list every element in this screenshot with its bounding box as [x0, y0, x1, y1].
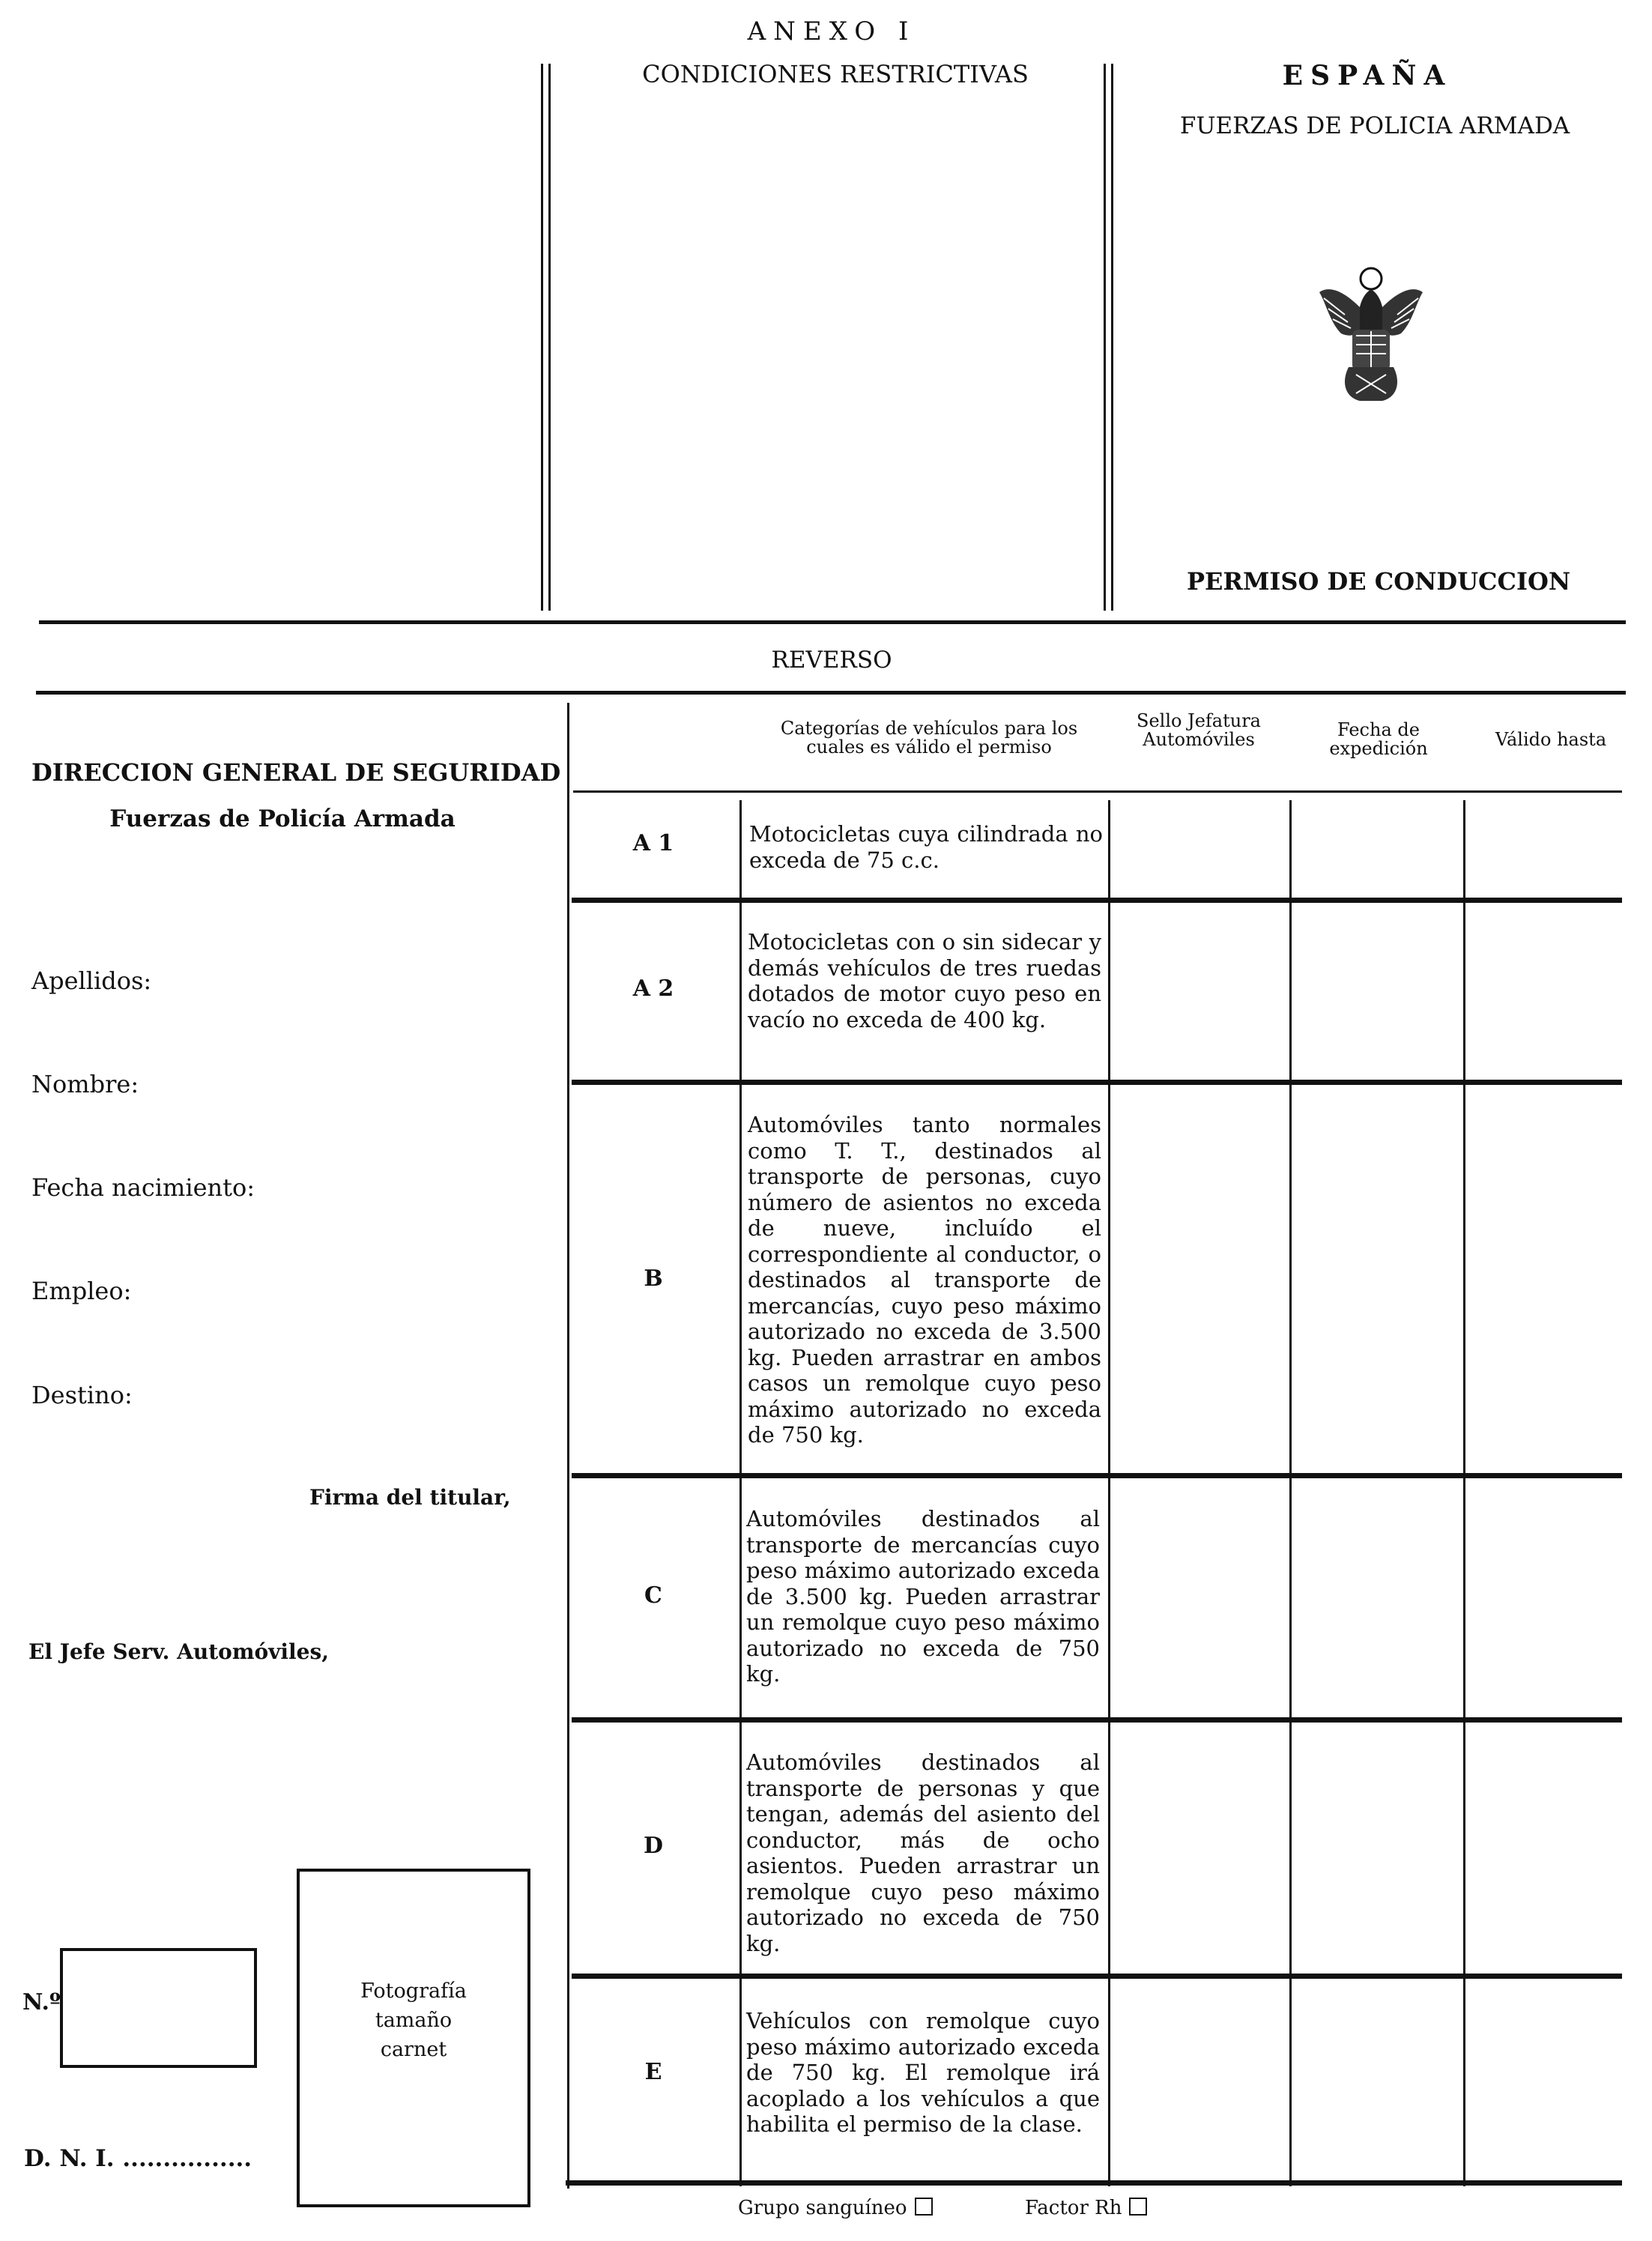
description-c: Automóviles destinados al transporte de mercancías cuyo peso máximo autorizado exceda de 3.500 kg. Pueden arrastrar un remolque cuyo peso máximo autorizado no exceda de 750 kg. [746, 1506, 1100, 1687]
table-bottom-border [566, 2180, 1622, 2186]
description-a1: Motocicletas cuya cilindrada no exceda de 75 c.c. [749, 821, 1103, 873]
header-categories: Categorías de vehículos para los cuales es válido el permiso [780, 718, 1078, 757]
holder-signature-label: Firma del titular, [309, 1485, 511, 1510]
category-a2: A 2 [632, 976, 674, 1002]
table-left-border [567, 703, 569, 2189]
table-header-rule [573, 790, 1622, 793]
photo-box-line-3: carnet [380, 2038, 447, 2061]
rh-factor-label: Factor Rh [1025, 2197, 1122, 2219]
eagle-coat-of-arms-icon [1315, 262, 1427, 405]
dni-label: D. N. I. ................ [24, 2145, 252, 2172]
category-c: C [644, 1582, 662, 1609]
description-a2: Motocicletas con o sin sidecar y demás vehículos de tres ruedas dotados de motor cuyo peso en vacío no exceda de 400 kg. [748, 929, 1101, 1032]
panel-divider-left-b [548, 64, 551, 611]
row-separator-4 [572, 1717, 1622, 1723]
number-box [60, 1948, 257, 2068]
blood-group-checkbox[interactable] [915, 2198, 933, 2216]
rh-factor-field [1025, 2197, 1147, 2219]
panel-divider-right-b [1111, 64, 1113, 611]
number-label: N.º [22, 1989, 61, 2015]
field-name-label: Nombre: [31, 1070, 139, 1098]
panel-divider-right-a [1104, 64, 1106, 611]
force-title: FUERZAS DE POLICIA ARMADA [1179, 112, 1570, 139]
category-a1: A 1 [632, 830, 674, 856]
field-surname-label: Apellidos: [31, 967, 152, 995]
reverso-label: REVERSO [771, 647, 892, 674]
row-separator-3 [572, 1473, 1622, 1478]
panel-divider-left-a [541, 64, 543, 611]
permit-title: PERMISO DE CONDUCCION [1186, 567, 1571, 596]
category-d: D [643, 1833, 663, 1859]
anexo-title: ANEXO I [747, 16, 916, 46]
rh-factor-checkbox[interactable] [1129, 2198, 1147, 2216]
header-issue-date: Fecha de expedición [1329, 719, 1428, 759]
force-subtitle: Fuerzas de Policía Armada [109, 805, 456, 832]
header-valid-until: Válido hasta [1495, 729, 1607, 750]
photo-box [297, 1869, 530, 2207]
description-b: Automóviles tanto normales como T. T., destinados al transporte de personas, cuyo número de asientos no exceda de nueve, incluído el correspondiente al conductor, o destinados al transporte de mercancías, cuyo peso máximo autorizado no exceda de 3.500 kg. Pueden arrastrar en ambos casos un remolque cuyo peso máximo autorizado no exceda de 750 kg. [748, 1112, 1101, 1448]
restrictive-conditions-heading: CONDICIONES RESTRICTIVAS [642, 60, 1029, 88]
description-d: Automóviles destinados al transporte de personas y que tengan, además del asiento del conductor, más de ocho asientos. Pueden arrastrar un remolque cuyo peso máximo autorizado no exceda de 750 kg. [746, 1749, 1100, 1956]
directorate-title: DIRECCION GENERAL DE SEGURIDAD [31, 758, 561, 787]
chief-signature-label: El Jefe Serv. Automóviles, [28, 1639, 329, 1664]
category-b: B [644, 1265, 663, 1292]
category-e: E [644, 2059, 662, 2085]
country-title: ESPAÑA [1282, 60, 1453, 91]
photo-box-line-2: tamaño [375, 2009, 453, 2032]
description-e: Vehículos con remolque cuyo peso máximo autorizado exceda de 750 kg. El remolque irá acoplado a los vehículos a que habilita el permiso de la clase. [746, 2008, 1100, 2137]
row-separator-1 [572, 898, 1622, 903]
field-destination-label: Destino: [31, 1381, 133, 1409]
field-employment-label: Empleo: [31, 1277, 132, 1305]
row-separator-5 [572, 1974, 1622, 1979]
field-birthdate-label: Fecha nacimiento: [31, 1173, 255, 1202]
photo-box-line-1: Fotografía [360, 1980, 467, 2003]
header-stamp: Sello Jefatura Automóviles [1137, 710, 1261, 750]
row-separator-2 [572, 1080, 1622, 1085]
section-divider-top [39, 620, 1626, 624]
blood-group-label: Grupo sanguíneo [738, 2197, 907, 2219]
section-divider-bottom [36, 691, 1626, 695]
blood-group-field [738, 2197, 933, 2219]
